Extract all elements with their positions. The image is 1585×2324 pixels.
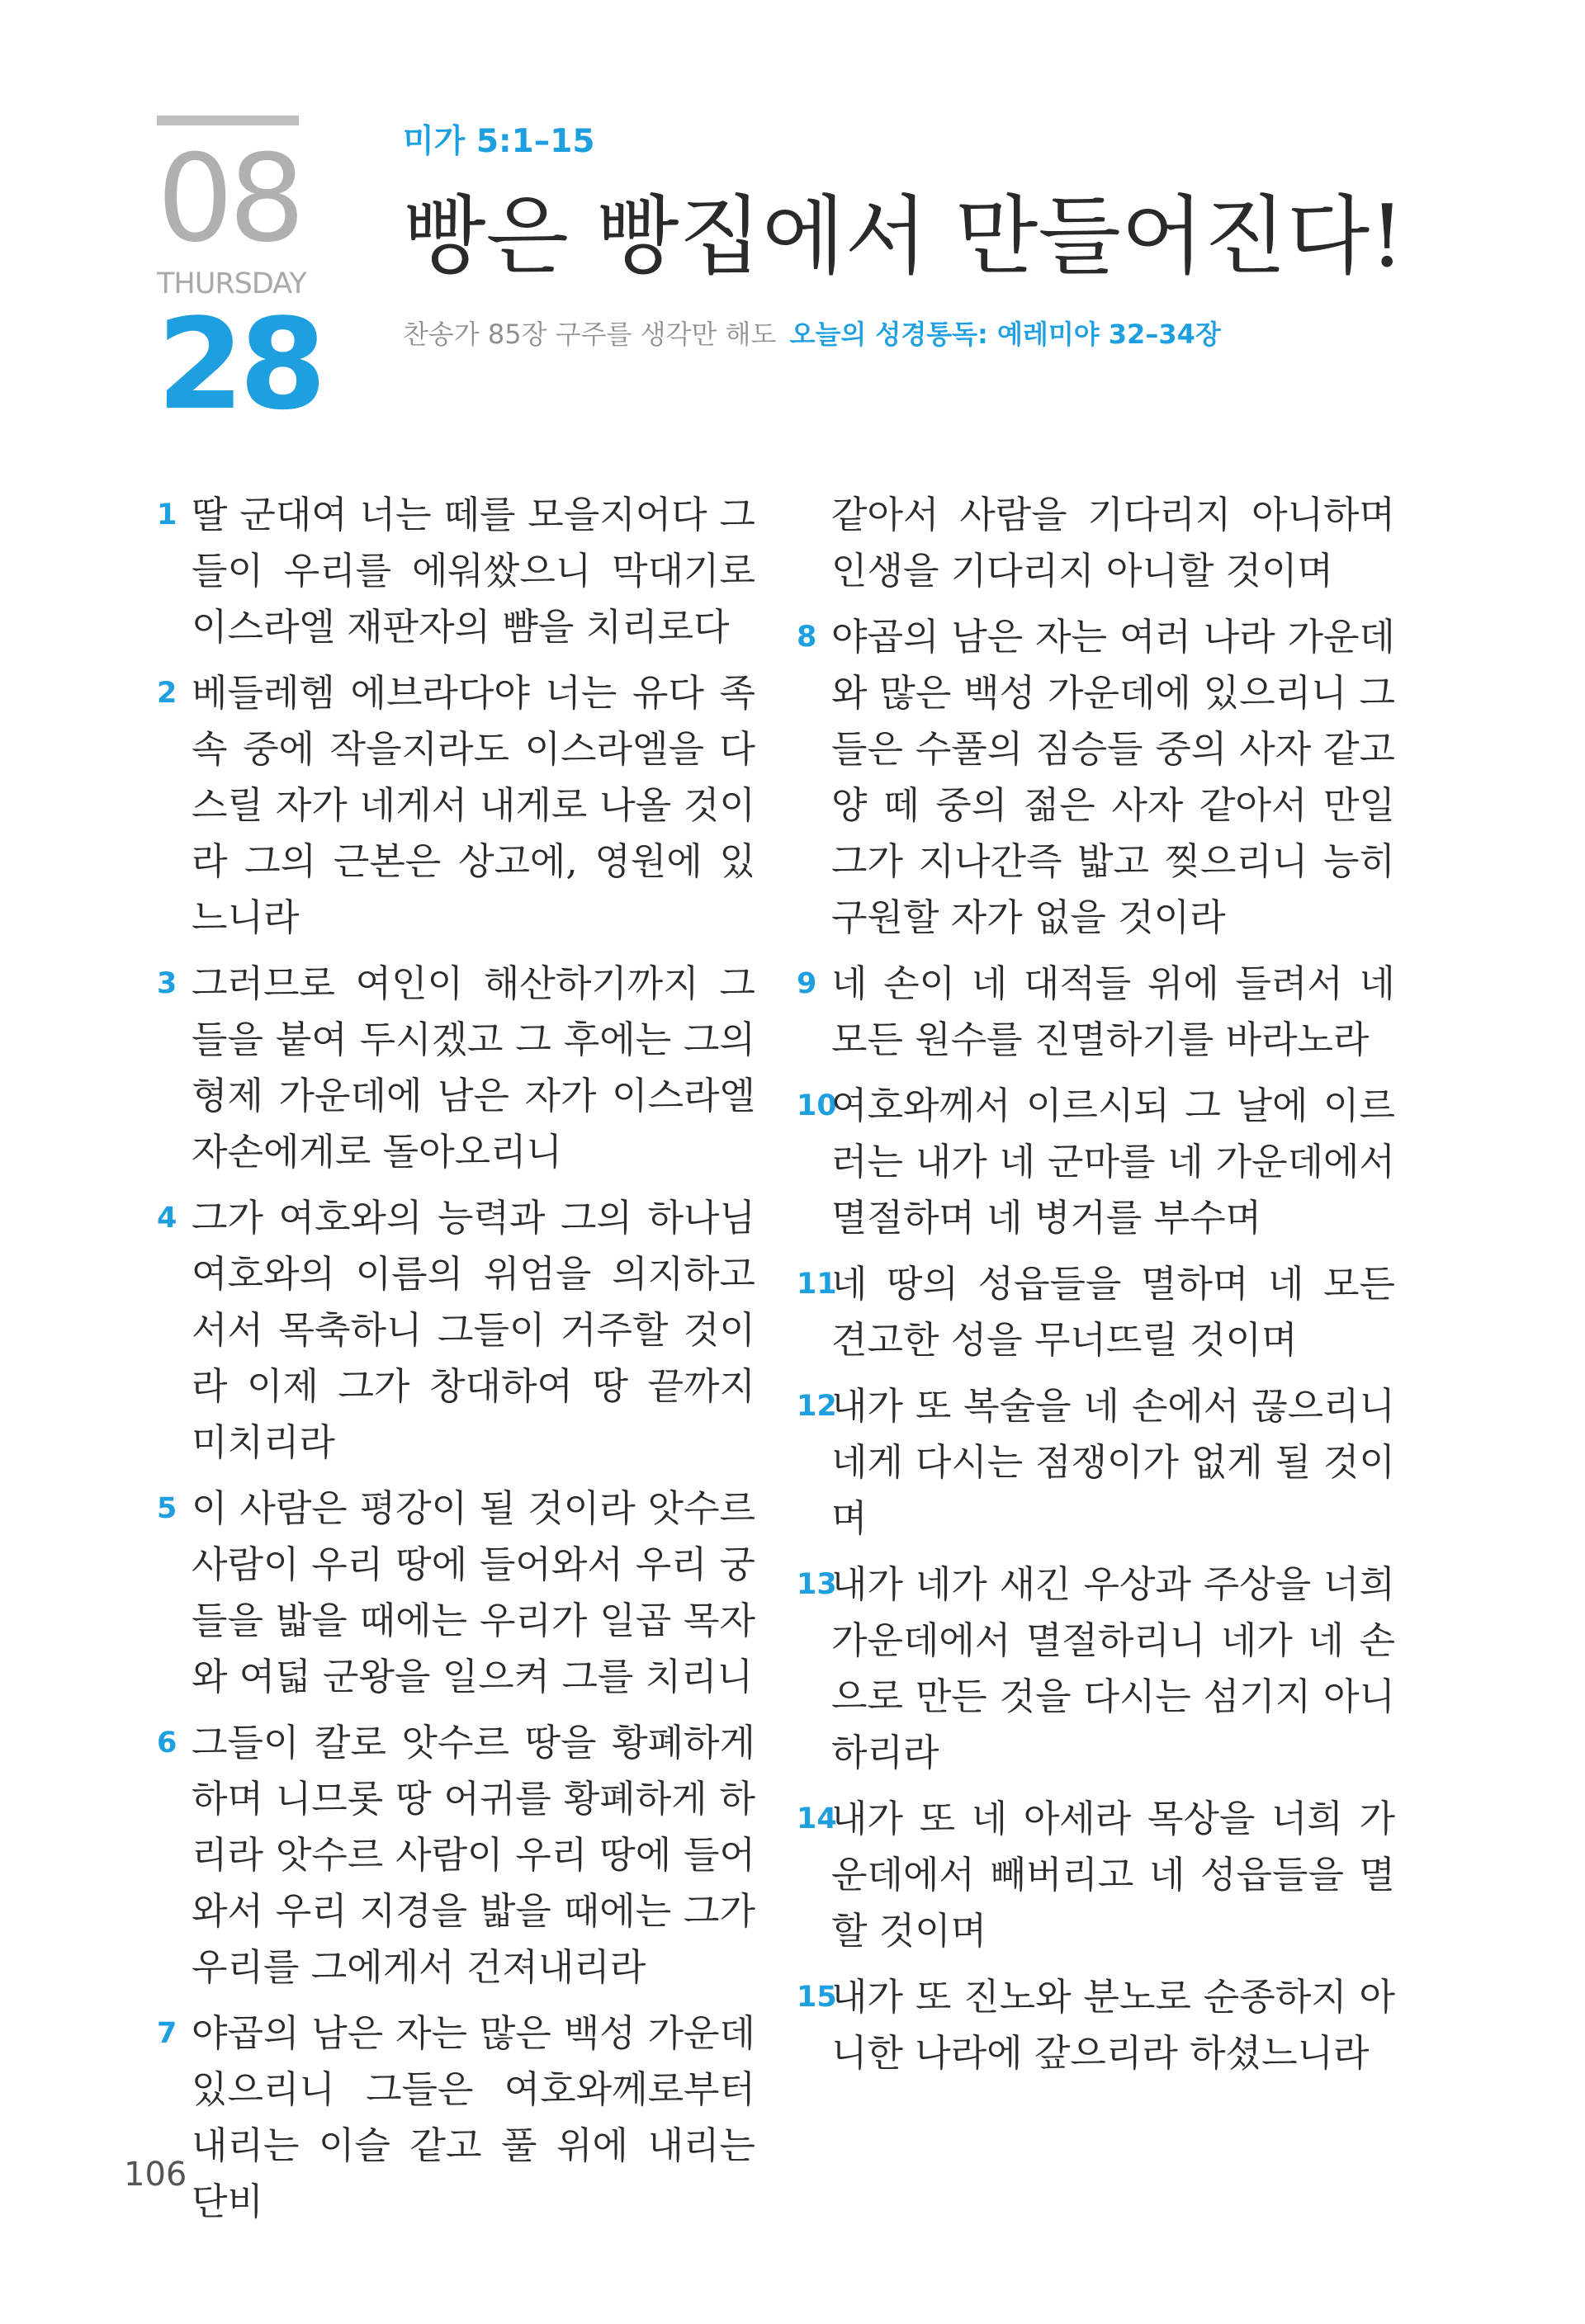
verse-number: 11 (797, 1268, 837, 1301)
verse (157, 1481, 755, 1705)
verse-text: 야곱의 남은 자는 여러 나라 가운데와 많은 백성 가운데에 있으리니 그들은 수풀의 짐승들 중의 사자 같고 양 떼 중의 젊은 사자 같아서 만일 그가 지나간즉 밟고 찢으리니 능히 구원할 자가 없을 것이라 (831, 615, 1395, 939)
verse-text: 여호와께서 이르시되 그 날에 이르러는 내가 네 군마를 네 가운데에서 멸절하며 네 병거를 부수며 (831, 1084, 1395, 1240)
verse-text: 야곱의 남은 자는 많은 백성 가운데 있으리니 그들은 여호와께로부터 내리는 이슬 같고 풀 위에 내리는 단비 (192, 2011, 755, 2223)
hymn-text: 찬송가 85장 구주를 생각만 해도 (403, 319, 777, 350)
verse (797, 1078, 1395, 1246)
verse (797, 487, 1395, 599)
verse-number: 13 (797, 1568, 837, 1601)
verse-number: 6 (157, 1726, 177, 1760)
verse-column-left (157, 487, 755, 2240)
verse (157, 2005, 755, 2230)
verse-number: 3 (157, 967, 177, 1000)
verse-column-right (797, 487, 1395, 2091)
verse-number: 5 (157, 1492, 177, 1525)
verse-number: 14 (797, 1802, 837, 1835)
verse-number: 2 (157, 677, 177, 710)
page-title: 빵은 빵집에서 만들어진다! (403, 186, 1405, 286)
verse-text: 내가 또 네 아세라 목상을 너희 가운데에서 빼버리고 네 성읍들을 멸할 것이며 (831, 1797, 1395, 1953)
verse (797, 1378, 1395, 1547)
verse-text: 베들레헴 에브라다야 너는 유다 족속 중에 작을지라도 이스라엘을 다스릴 자가 네게서 내게로 나올 것이라 그의 근본은 상고에, 영원에 있느니라 (192, 671, 755, 939)
verse (797, 609, 1395, 946)
verse-text: 그가 여호와의 능력과 그의 하나님 여호와의 이름의 위엄을 의지하고 서서 목축하니 그들이 거주할 것이라 이제 그가 창대하여 땅 끝까지 미치리라 (192, 1196, 755, 1464)
date-block (157, 116, 322, 437)
verse-text: 네 땅의 성읍들을 멸하며 네 모든 견고한 성을 무너뜨릴 것이며 (831, 1262, 1395, 1362)
verse-text: 네 손이 네 대적들 위에 들려서 네 모든 원수를 진멸하기를 바라노라 (831, 961, 1395, 1061)
verse-number (797, 487, 831, 599)
verse-text: 그들이 칼로 앗수르 땅을 황폐하게 하며 니므롯 땅 어귀를 황폐하게 하리라 앗수르 사람이 우리 땅에 들어와서 우리 지경을 밟을 때에는 그가 우리를 그에게서 건져내리라 (192, 1721, 755, 1989)
verse-number: 8 (797, 621, 817, 654)
page-number: 106 (124, 2156, 187, 2194)
verse-text: 내가 또 진노와 분노로 순종하지 아니한 나라에 갚으리라 하셨느니라 (831, 1975, 1395, 2075)
verse (797, 956, 1395, 1068)
verse (797, 1791, 1395, 1959)
month-number: 08 (157, 129, 300, 269)
verse (157, 956, 755, 1180)
verse (157, 665, 755, 946)
verse-text: 그러므로 여인이 해산하기까지 그들을 붙여 두시겠고 그 후에는 그의 형제 가운데에 남은 자가 이스라엘 자손에게로 돌아오리니 (192, 961, 755, 1174)
verse-number: 4 (157, 1202, 177, 1235)
verse-text: 내가 네가 새긴 우상과 주상을 너희 가운데에서 멸절하리니 네가 네 손으로 만든 것을 다시는 섬기지 아니하리라 (831, 1562, 1395, 1774)
verse (157, 1190, 755, 1471)
verse-number: 9 (797, 967, 817, 1000)
verse-number: 7 (157, 2017, 177, 2050)
verse (797, 1556, 1395, 1781)
verse (157, 487, 755, 655)
verse-text: 이 사람은 평강이 될 것이라 앗수르 사람이 우리 땅에 들어와서 우리 궁들을 밟을 때에는 우리가 일곱 목자와 여덟 군왕을 일으켜 그를 치리니 (192, 1486, 755, 1698)
weekday: THURSDAY (157, 267, 306, 300)
subline (403, 314, 1476, 352)
verse-number: 15 (797, 1981, 837, 2014)
scripture-reference: 미가 5:1–15 (403, 123, 595, 160)
reading-plan: 오늘의 성경통독: 예레미야 32–34장 (789, 319, 1221, 350)
day-number: 28 (157, 291, 322, 437)
verse-text: 딸 군대여 너는 떼를 모을지어다 그들이 우리를 에워쌌으니 막대기로 이스라엘 재판자의 뺨을 치리로다 (192, 493, 755, 649)
date-rule (157, 116, 299, 125)
verse-number: 1 (157, 498, 177, 531)
verse-number: 10 (797, 1089, 837, 1122)
verse (157, 1715, 755, 1996)
verse-number: 12 (797, 1390, 837, 1423)
verse-text: 내가 또 복술을 네 손에서 끊으리니 네게 다시는 점쟁이가 없게 될 것이며 (831, 1384, 1395, 1540)
verse (797, 1256, 1395, 1368)
header (403, 116, 1476, 352)
verse (797, 1969, 1395, 2081)
verse-text: 같아서 사람을 기다리지 아니하며 인생을 기다리지 아니할 것이며 (831, 493, 1395, 593)
